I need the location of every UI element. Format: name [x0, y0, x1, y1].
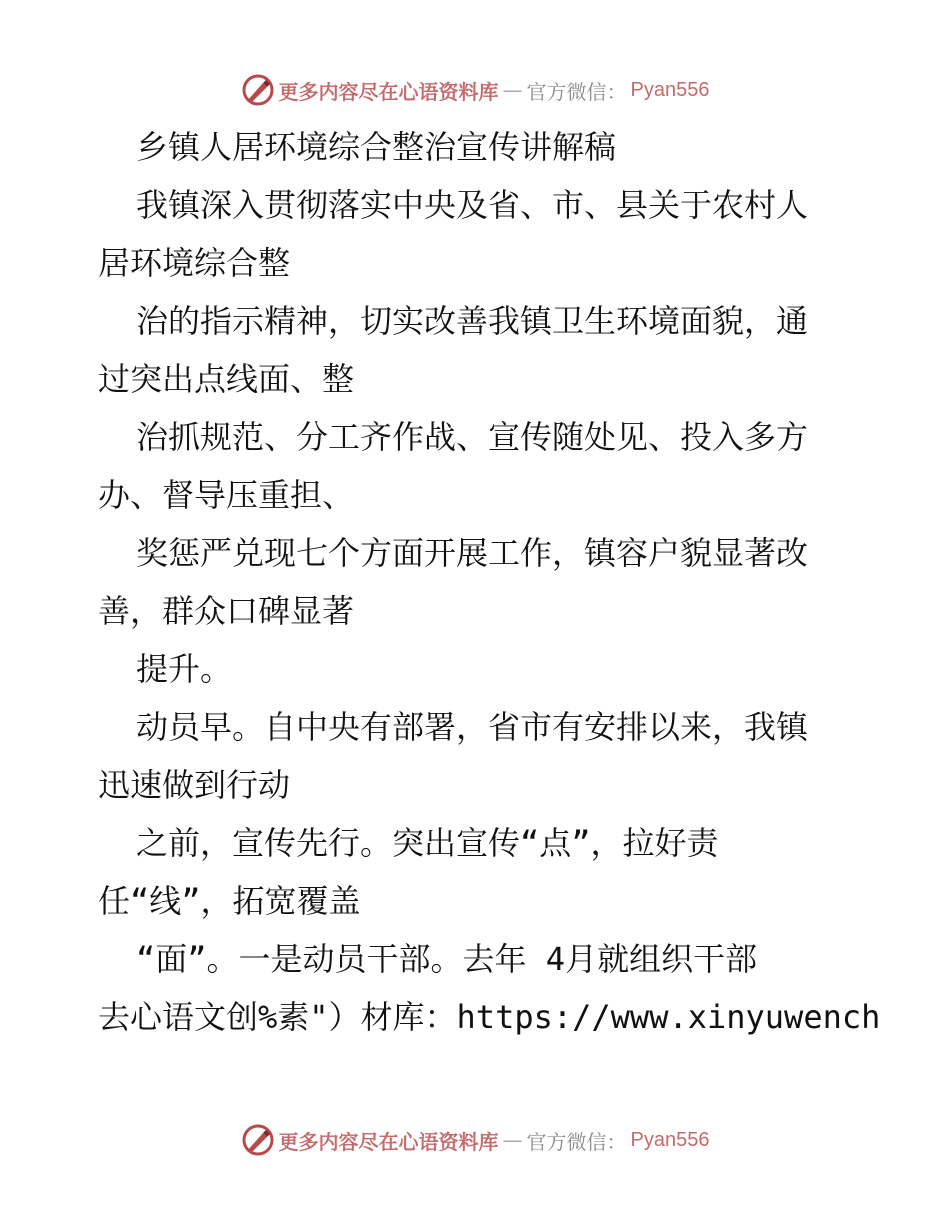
banner-wechat-id: Pyan556: [630, 1128, 710, 1151]
banner-dash: —: [502, 1128, 523, 1152]
paragraph-line: 治抓规范、分工齐作战、宣传随处见、投入多方: [136, 418, 809, 456]
banner-text: 更多内容尽在心语资料库: [278, 1129, 499, 1154]
paragraph-line: 办、督导压重担、: [98, 476, 355, 514]
paragraph-line: 治的指示精神，切实改善我镇卫生环境面貌，通: [136, 302, 809, 340]
header-watermark: [0, 70, 950, 110]
paragraph-line: 之前，宣传先行。突出宣传“点”，拉好责: [136, 824, 719, 862]
paragraph-line: “面”。一是动员干部。去年 4月就组织干部: [136, 940, 758, 978]
footer-watermark: [0, 1120, 950, 1160]
banner-wechat-id: Pyan556: [630, 78, 710, 101]
banner-text: 更多内容尽在心语资料库: [278, 79, 499, 104]
pen-logo-icon: [241, 1123, 275, 1157]
paragraph-line: 去心语文创%素"）材库：https://www.xinyuwench: [98, 998, 881, 1036]
paragraph-line: 我镇深入贯彻落实中央及省、市、县关于农村人: [136, 186, 809, 224]
paragraph-line: 提升。: [136, 650, 233, 688]
paragraph-line: 居环境综合整: [98, 244, 291, 282]
paragraph-line: 奖惩严兑现七个方面开展工作，镇容户貌显著改: [136, 534, 809, 572]
banner-wechat-label: 官方微信：: [526, 79, 627, 104]
paragraph-line: 任“线”，拓宽覆盖: [98, 882, 361, 920]
pen-logo-icon: [241, 73, 275, 107]
paragraph-line: 过突出点线面、整: [98, 360, 355, 398]
paragraph-line: 迅速做到行动: [98, 766, 291, 804]
banner-dash: —: [502, 78, 523, 102]
paragraph-line: 善，群众口碑显著: [98, 592, 355, 630]
banner-wechat-label: 官方微信：: [526, 1129, 627, 1154]
document-title: 乡镇人居环境综合整治宣传讲解稿: [136, 128, 617, 166]
paragraph-line: 动员早。自中央有部署，省市有安排以来，我镇: [136, 708, 809, 746]
